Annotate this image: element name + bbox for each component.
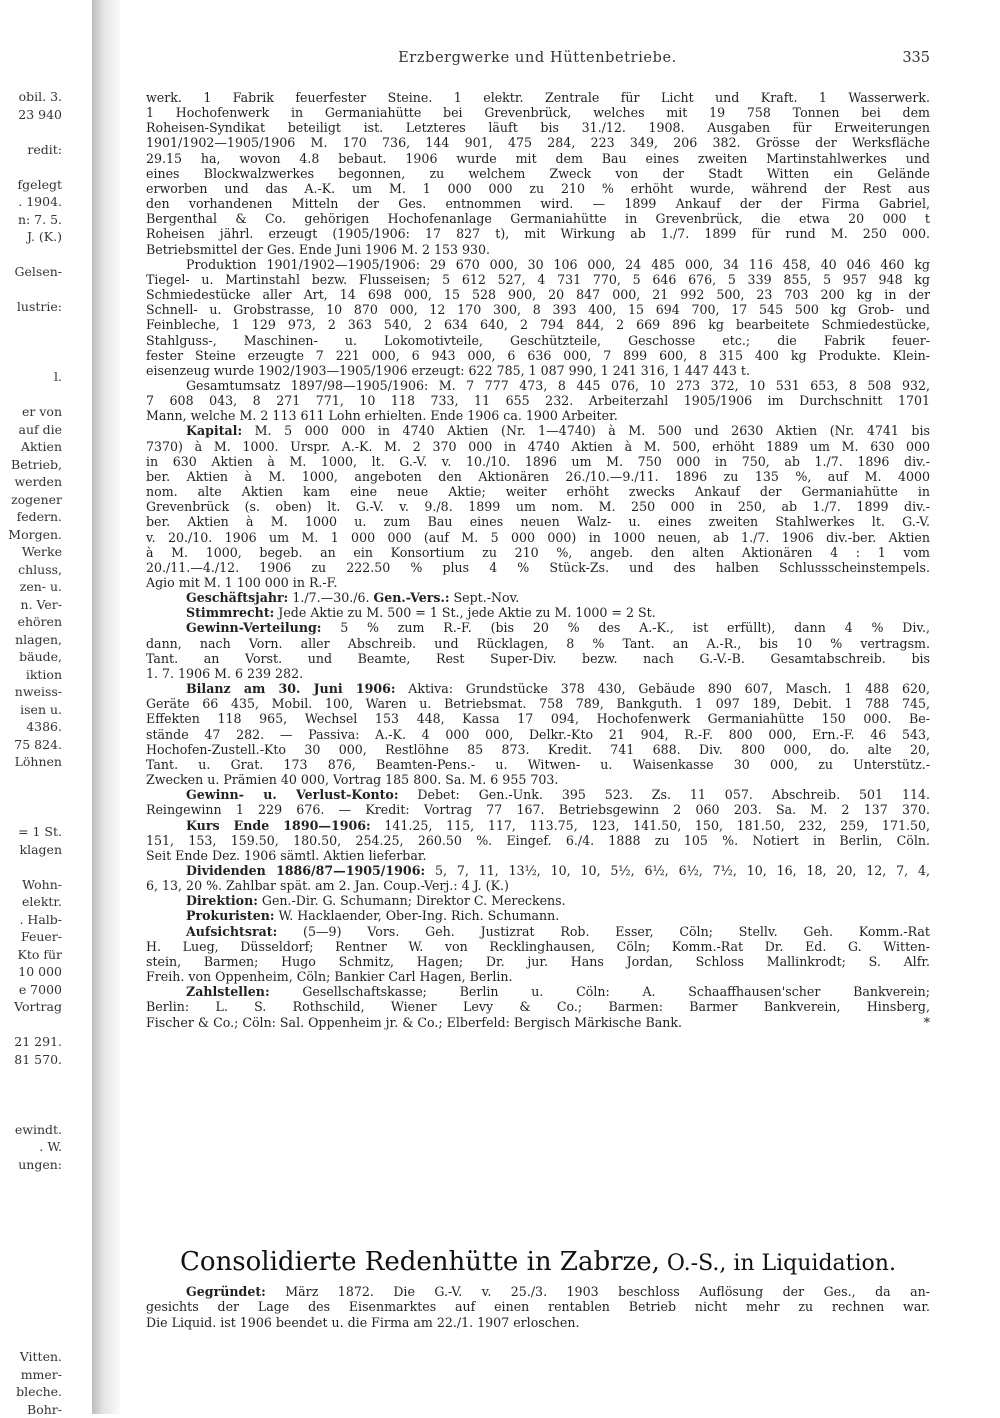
text-line <box>146 833 930 848</box>
text-line <box>146 1015 930 1030</box>
field-key: Gewinn-Verteilung: <box>186 620 322 636</box>
margin-fragment: bäude, <box>19 649 62 664</box>
text-line <box>146 226 930 241</box>
line-text: Gesellschaftskasse; Berlin u. Cöln: A. Schaaffhausen'scher Bankverein; <box>269 984 930 1000</box>
line-text: gesichts der Lage des Eisenmarktes auf einen rentablen Betrieb nicht mehr zu rechnen war. <box>146 1299 930 1315</box>
line-text: Betriebsmittel der Ges. Ende Juni 1906 M. 2 153 930. <box>146 241 491 257</box>
text-line <box>146 1299 930 1314</box>
text-line <box>146 954 930 969</box>
margin-fragment: redit: <box>27 141 62 157</box>
section-body <box>146 1284 930 1330</box>
margin-fragment: federn. <box>16 509 62 524</box>
text-line <box>146 772 930 787</box>
text-line <box>146 378 930 393</box>
margin-fragment: nlagen, <box>15 631 62 647</box>
margin-fragment: Werke <box>21 544 62 559</box>
text-line <box>146 787 930 802</box>
end-marker: * <box>923 1014 930 1030</box>
field-key: Bilanz am 30. Juni 1906: <box>186 681 396 697</box>
margin-fragment: Vortrag <box>14 999 62 1014</box>
field-key: Stimmrecht: <box>186 605 275 621</box>
margin-fragment: 75 824. <box>14 736 62 752</box>
text-line <box>146 666 930 681</box>
text-line <box>146 120 930 135</box>
text-line <box>146 575 930 590</box>
line-text: 5, 7, 11, 13½, 10, 10, 5½, 6½, 6½, 7½, 10, 16, 18, 20, 12, 7, 4, <box>425 862 930 878</box>
text-line <box>146 878 930 893</box>
text-line <box>146 348 930 363</box>
text-line <box>146 545 930 560</box>
field-key: Gewinn- u. Verlust-Konto: <box>186 787 399 803</box>
line-text: eisenzeug wurde 1902/1903—1905/1906 erzeugt: 622 785, 1 087 990, 1 241 316, 1 447 443 t. <box>146 362 750 378</box>
text-line <box>146 651 930 666</box>
text-line <box>146 105 930 120</box>
line-text: Fischer & Co.; Cöln: Sal. Oppenheim jr. & Co.; Elberfeld: Bergisch Märkische Bank. <box>146 1014 682 1030</box>
margin-fragment: Feuer- <box>20 929 62 944</box>
line-text: Hochofen-Zustell.-Kto 30 000, Restlöhne 85 873. Kredit. 741 688. Div. 800 000, do. alte 20, <box>146 741 930 757</box>
field-key: Kapital: <box>186 423 243 439</box>
text-line <box>146 863 930 878</box>
line-text: 7 608 043, 8 271 771, 10 118 733, 11 655 232. Arbeiterzahl 1905/1906 im Durchschnitt 1701 <box>146 393 930 409</box>
text-line <box>146 999 930 1014</box>
text-line <box>146 1315 930 1330</box>
field-key: Geschäftsjahr: <box>186 590 289 606</box>
margin-fragment: Löhnen <box>14 754 62 769</box>
line-text: stein, Barmen; Hugo Schmitz, Hagen; Dr. jur. Hans Jordan, Schloss Mallinkrodt; S. Alfr. <box>146 953 930 969</box>
line-text: H. Lueg, Düsseldorf; Rentner W. von Recklinghausen, Cöln; Komm.-Rat Dr. Ed. G. Witten- <box>146 938 930 954</box>
text-line <box>146 272 930 287</box>
text-line <box>146 514 930 529</box>
line-text: 29.15 ha, wovon 4.8 bebaut. 1906 wurde mit dem Bau eines zweiten Martinstahlwerkes und <box>146 150 930 166</box>
margin-fragment: lustrie: <box>16 299 62 314</box>
line-text: 1 Hochofenwerk in Germaniahütte bei Grevenbrück, welches mit 19 758 Tonnen bei dem <box>146 105 930 121</box>
line-text: Mann, welche M. 2 113 611 Lohn erhielten. Ende 1906 ca. 1900 Arbeiter. <box>146 408 618 424</box>
line-text: den vorhandenen Mitteln der Ges. entnommen wird. — 1899 Ankauf der der Firma Gabriel, <box>146 196 930 212</box>
text-line <box>146 590 930 605</box>
margin-fragment: ewindt. <box>14 1121 62 1137</box>
margin-fragment: Wohn- <box>22 876 62 892</box>
line-text: Jede Aktie zu M. 500 = 1 St., jede Aktie zu M. 1000 = 2 St. <box>274 605 656 621</box>
margin-fragment: chluss, <box>18 561 62 577</box>
margin-fragment: n: 7. 5. <box>17 211 62 227</box>
line-text: Die Liquid. ist 1906 beendet u. die Firma am 22./1. 1907 erloschen. <box>146 1314 580 1330</box>
field-key: Zahlstellen: <box>186 984 270 1000</box>
line-text: 7370) à M. 1000. Urspr. A.-K. M. 2 370 000 in 4740 Aktien à M. 500, erhöht 1889 um M. 630 000 <box>146 438 930 454</box>
margin-fragment: fgelegt <box>17 176 62 192</box>
text-line <box>146 696 930 711</box>
margin-fragment: Morgen. <box>8 526 62 542</box>
text-line <box>146 742 930 757</box>
header-title: Erzbergwerke und Hüttenbetriebe. <box>398 50 677 66</box>
text-line <box>146 196 930 211</box>
text-line <box>146 711 930 726</box>
line-text: Geräte 66 435, Mobil. 100, Waren u. Betriebsmat. 758 789, Bankguth. 1 097 189, Debit. 1 788 745, <box>146 696 930 712</box>
margin-fragment: . W. <box>39 1139 62 1154</box>
margin-fragment: ehören <box>17 614 62 629</box>
line-text: Sept.-Nov. <box>449 590 520 606</box>
text-line <box>146 333 930 348</box>
text-line <box>146 302 930 317</box>
margin-fragment: ungen: <box>18 1156 62 1172</box>
margin-fragment: Aktien <box>20 439 62 454</box>
text-line <box>146 620 930 635</box>
margin-fragment: isen u. <box>20 701 62 717</box>
text-line <box>146 423 930 438</box>
text-line <box>146 484 930 499</box>
line-text: W. Hacklaender, Ober-Ing. Rich. Schumann. <box>274 908 560 924</box>
text-line <box>146 211 930 226</box>
margin-fragment: l. <box>54 369 62 384</box>
text-line <box>146 166 930 181</box>
text-line <box>146 287 930 302</box>
text-line <box>146 924 930 939</box>
line-text: Debet: Gen.-Unk. 395 523. Zs. 11 057. Abschreib. 501 114. <box>398 787 931 803</box>
text-line <box>146 393 930 408</box>
line-text: Agio mit M. 1 100 000 in R.-F. <box>146 575 338 590</box>
text-line <box>146 499 930 514</box>
margin-fragment: werden <box>14 474 62 489</box>
line-text: Schnell- u. Grobstrasse, 10 870 000, 12 170 300, 8 393 400, 15 694 700, 17 545 500 kg Grob- und <box>146 302 930 318</box>
text-line <box>146 530 930 545</box>
section-title <box>146 1245 930 1281</box>
margin-fragment: Betrieb, <box>11 456 62 472</box>
line-text: Tant. u. Grat. 173 876, Beamten-Pens.- u. Witwen- u. Waisenkasse 30 000, zu Unterstütz.- <box>146 756 930 772</box>
text-line <box>146 893 930 908</box>
line-text: in 630 Aktien à M. 1000, lt. G.-V. v. 10./10. 1896 um M. 750 000 in 750, ab 1./7. 1896 div.- <box>146 453 930 469</box>
margin-fragment: iktion <box>25 666 62 682</box>
margin-fragment: J. (K.) <box>26 229 62 244</box>
margin-fragment: auf die <box>18 421 62 437</box>
text-line <box>146 848 930 863</box>
margin-fragment: = 1 St. <box>18 824 62 839</box>
margin-fragment: zogener <box>11 491 62 507</box>
margin-fragment: . Halb- <box>19 911 62 927</box>
line-text: Berlin: L. S. Rothschild, Wiener Levy & Co.; Barmen: Barmer Bankverein, Hinsberg, <box>146 999 930 1015</box>
text-line <box>146 605 930 620</box>
field-key: Direktion: <box>186 893 258 909</box>
line-text: werk. 1 Fabrik feuerfester Steine. 1 elektr. Zentrale für Licht und Kraft. 1 Wasserwerk. <box>146 90 930 105</box>
line-text: Gen.-Dir. G. Schumann; Direktor C. Mereckens. <box>257 893 566 909</box>
margin-fragment: Kto für <box>17 946 62 962</box>
line-text: 5 % zum R.-F. (bis 20 % des A.-K., ist erfüllt), dann 4 % Div., <box>321 620 930 636</box>
margin-fragment: obil. 3. <box>18 89 62 104</box>
margin-fragment: 21 291. <box>14 1034 62 1049</box>
line-text: März 1872. Die G.-V. v. 25./3. 1903 beschloss Auflösung der Ges., da an- <box>265 1284 930 1299</box>
line-text: Stahlguss-, Maschinen- u. Lokomotivteile, Geschützteile, Geschosse etc.; die Fabrik feuer- <box>146 332 930 348</box>
margin-fragment: nweiss- <box>14 684 62 699</box>
field-key: Gegründet: <box>186 1284 266 1299</box>
margin-fragment: 81 570. <box>14 1051 62 1067</box>
margin-fragment: mmer- <box>20 1366 62 1382</box>
line-text: Zwecken u. Prämien 40 000, Vortrag 185 800. Sa. M. 6 955 703. <box>146 772 559 788</box>
text-line <box>146 636 930 651</box>
line-text: Seit Ende Dez. 1906 sämtl. Aktien lieferbar. <box>146 847 427 863</box>
line-text: (5—9) Vors. Geh. Justizrat Rob. Esser, Cöln; Stellv. Geh. Komm.-Rat <box>277 923 930 939</box>
field-key: Kurs Ende 1890—1906: <box>186 817 371 833</box>
line-text: Gesamtumsatz 1897/98—1905/1906: M. 7 777 473, 8 445 076, 10 273 372, 10 531 653, 8 508 932, <box>186 377 930 393</box>
margin-fragment: bleche. <box>16 1384 62 1399</box>
line-text: Bergenthal & Co. gehörigen Hochofenanlage Germaniahütte in Grevenbrück, die etwa 20 000 t <box>146 211 930 227</box>
line-text: Reingewinn 1 229 676. — Kredit: Vortrag 77 167. Betriebsgewinn 2 060 203. Sa. M. 2 137 370. <box>146 802 930 818</box>
line-text: fester Steine erzeugte 7 221 000, 6 943 000, 6 636 000, 7 899 600, 8 315 400 kg Produkte. Klein- <box>146 347 930 363</box>
page-gutter-shadow <box>92 0 120 1414</box>
line-text: 141.25, 115, 117, 113.75, 123, 141.50, 150, 181.50, 232, 259, 171.50, <box>370 817 931 833</box>
text-line <box>146 757 930 772</box>
text-line <box>146 135 930 150</box>
line-text: Roheisen-Syndikat beteiligt ist. Letzteres läuft bis 31./12. 1908. Ausgaben für Erweiterungen <box>146 120 930 136</box>
field-key: Prokuristen: <box>186 908 275 924</box>
margin-fragment: er von <box>22 404 62 419</box>
line-text: ber. Aktien à M. 1000 u. zum Bau eines neuen Walz- u. eines zweiten Stahlwerkes lt. G.-V. <box>146 514 930 530</box>
text-line <box>146 408 930 423</box>
text-line <box>146 1284 930 1299</box>
margin-fragment: klagen <box>19 841 62 857</box>
margin-fragment: n. Ver- <box>20 596 62 612</box>
text-line <box>146 317 930 332</box>
margin-fragment: zen- u. <box>19 579 62 594</box>
text-line <box>146 681 930 696</box>
margin-fragment: e 7000 <box>18 981 62 997</box>
line-text: v. 20./10. 1906 um M. 1 000 000 (auf M. 5 000 000) in 1000 neuen, ab 1./7. 1906 div.-ber. Aktien <box>146 529 930 545</box>
line-text: 6, 13, 20 %. Zahlbar spät. am 2. Jan. Coup.-Verj.: 4 J. (K.) <box>146 878 509 894</box>
text-line <box>146 802 930 817</box>
margin-fragment: Gelsen- <box>14 264 62 279</box>
margin-fragment: Vitten. <box>19 1349 62 1364</box>
line-text: nom. alte Aktien kam eine neue Aktie; weiter erhöht zwecks Ankauf der Germaniahütte in <box>146 484 930 500</box>
margin-fragment: 10 000 <box>18 964 62 979</box>
margin-fragment: elektr. <box>22 894 62 909</box>
line-text: M. 5 000 000 in 4740 Aktien (Nr. 1—4740) à M. 500 und 2630 Aktien (Nr. 4741 bis <box>242 423 930 439</box>
line-text: à M. 1000, begeb. an ein Konsortium zu 210 %, angeb. den alten Aktionären 4 : 1 vom <box>146 544 930 560</box>
line-text: Schmiedestücke aller Art, 14 698 000, 15 528 900, 20 847 000, 21 992 500, 23 703 200 kg in der <box>146 287 930 303</box>
text-line <box>146 363 930 378</box>
company-entry-body <box>146 90 930 1030</box>
line-text: 151, 153, 159.50, 180.50, 254.25, 260.50 %. Eingef. 6./4. 1888 zu 105 %. Notiert in Berlin, Cöln. <box>146 832 930 848</box>
margin-fragment: 4386. <box>26 719 62 734</box>
field-key: Dividenden 1886/87—1905/1906: <box>186 862 426 878</box>
page-number: 335 <box>902 50 930 66</box>
text-line <box>146 151 930 166</box>
text-line <box>146 908 930 923</box>
line-text: ber. Aktien à M. 1000, angeboten den Aktionären 26./10.—9./11. 1896 zu 135 %, auf M. 4000 <box>146 468 930 484</box>
line-text: Roheisen jährl. erzeugt (1905/1906: 17 827 t), mit Wirkung ab 1./7. 1899 für rund M. 250 000. <box>146 226 930 242</box>
line-text: 1. 7. 1906 M. 6 239 282. <box>146 665 304 681</box>
text-line <box>146 454 930 469</box>
section-title-main: Consolidierte Redenhütte in Zabrze, <box>180 1247 660 1277</box>
line-text: Tant. an Vorst. und Beamte, Rest Super-Div. bezw. nach G.-V.-B. Gesamtabschreib. bis <box>146 650 930 666</box>
text-line <box>146 939 930 954</box>
line-text: Produktion 1901/1902—1905/1906: 29 670 000, 30 106 000, 24 485 000, 34 116 458, 40 046 460 kg <box>186 256 930 272</box>
margin-fragment: . 1904. <box>18 194 62 209</box>
line-text: Freih. von Oppenheim, Cöln; Bankier Carl Hagen, Berlin. <box>146 969 513 985</box>
section-title-suffix: O.-S., in Liquidation. <box>659 1251 896 1276</box>
text-line <box>146 560 930 575</box>
previous-page-column <box>0 88 66 1417</box>
text-line <box>146 818 930 833</box>
line-text: eines Blockwalzwerkes begonnen, zu welchem Zweck von der Stadt Witten ein Gelände <box>146 165 930 181</box>
text-line <box>146 181 930 196</box>
margin-fragment: 23 940 <box>18 106 62 122</box>
text-line <box>146 242 930 257</box>
line-text: Tiegel- u. Martinstahl bezw. Flusseisen; 5 612 527, 4 731 770, 5 646 676, 5 339 855, 5 957 948 kg <box>146 271 930 287</box>
line-text: stände 47 282. — Passiva: A.-K. 4 000 000, Delkr.-Kto 21 904, R.-F. 800 000, Ern.-F. 46 543, <box>146 726 930 742</box>
text-line <box>146 969 930 984</box>
line-text: 20./11.—4./12. 1906 zu 222.50 % plus 4 % Stück-Zs. und des halben Schlussscheinstempels. <box>146 559 930 575</box>
line-text: Feinbleche, 1 129 973, 2 363 540, 2 634 640, 2 794 844, 2 669 896 kg bearbeitete Schmiedestücke, <box>146 317 930 333</box>
text-line <box>146 469 930 484</box>
line-text: Grevenbrück (s. oben) lt. G.-V. v. 9./8. 1899 um nom. M. 250 000 in 250, ab 1./7. 1899 div.- <box>146 499 930 515</box>
line-text: 1901/1902—1905/1906 M. 170 736, 144 901, 475 284, 223 349, 206 382. Grösse der Werksfläche <box>146 135 930 151</box>
text-line <box>146 984 930 999</box>
margin-fragment: Bohr- <box>27 1401 62 1417</box>
text-line <box>146 257 930 272</box>
running-header <box>145 50 930 72</box>
field-key: Aufsichtsrat: <box>186 923 278 939</box>
line-text: 1./7.—30./6. <box>288 590 374 606</box>
line-text: Aktiva: Grundstücke 378 430, Gebäude 890 607, Masch. 1 488 620, <box>395 681 930 697</box>
field-key: Gen.-Vers.: <box>373 590 450 606</box>
text-line <box>146 439 930 454</box>
line-text: Effekten 118 965, Wechsel 153 448, Kassa 17 094, Hochofenwerk Germaniahütte 150 000. Be- <box>146 711 930 727</box>
text-line <box>146 727 930 742</box>
text-line <box>146 90 930 105</box>
line-text: dann, nach Vorn. aller Abschreib. und Rücklagen, 8 % Tant. an A.-R., bis 10 % vertragsm. <box>146 635 930 651</box>
line-text: erworben und das A.-K. um M. 1 000 000 zu 210 % erhöht wurde, während der Rest aus <box>146 180 930 196</box>
